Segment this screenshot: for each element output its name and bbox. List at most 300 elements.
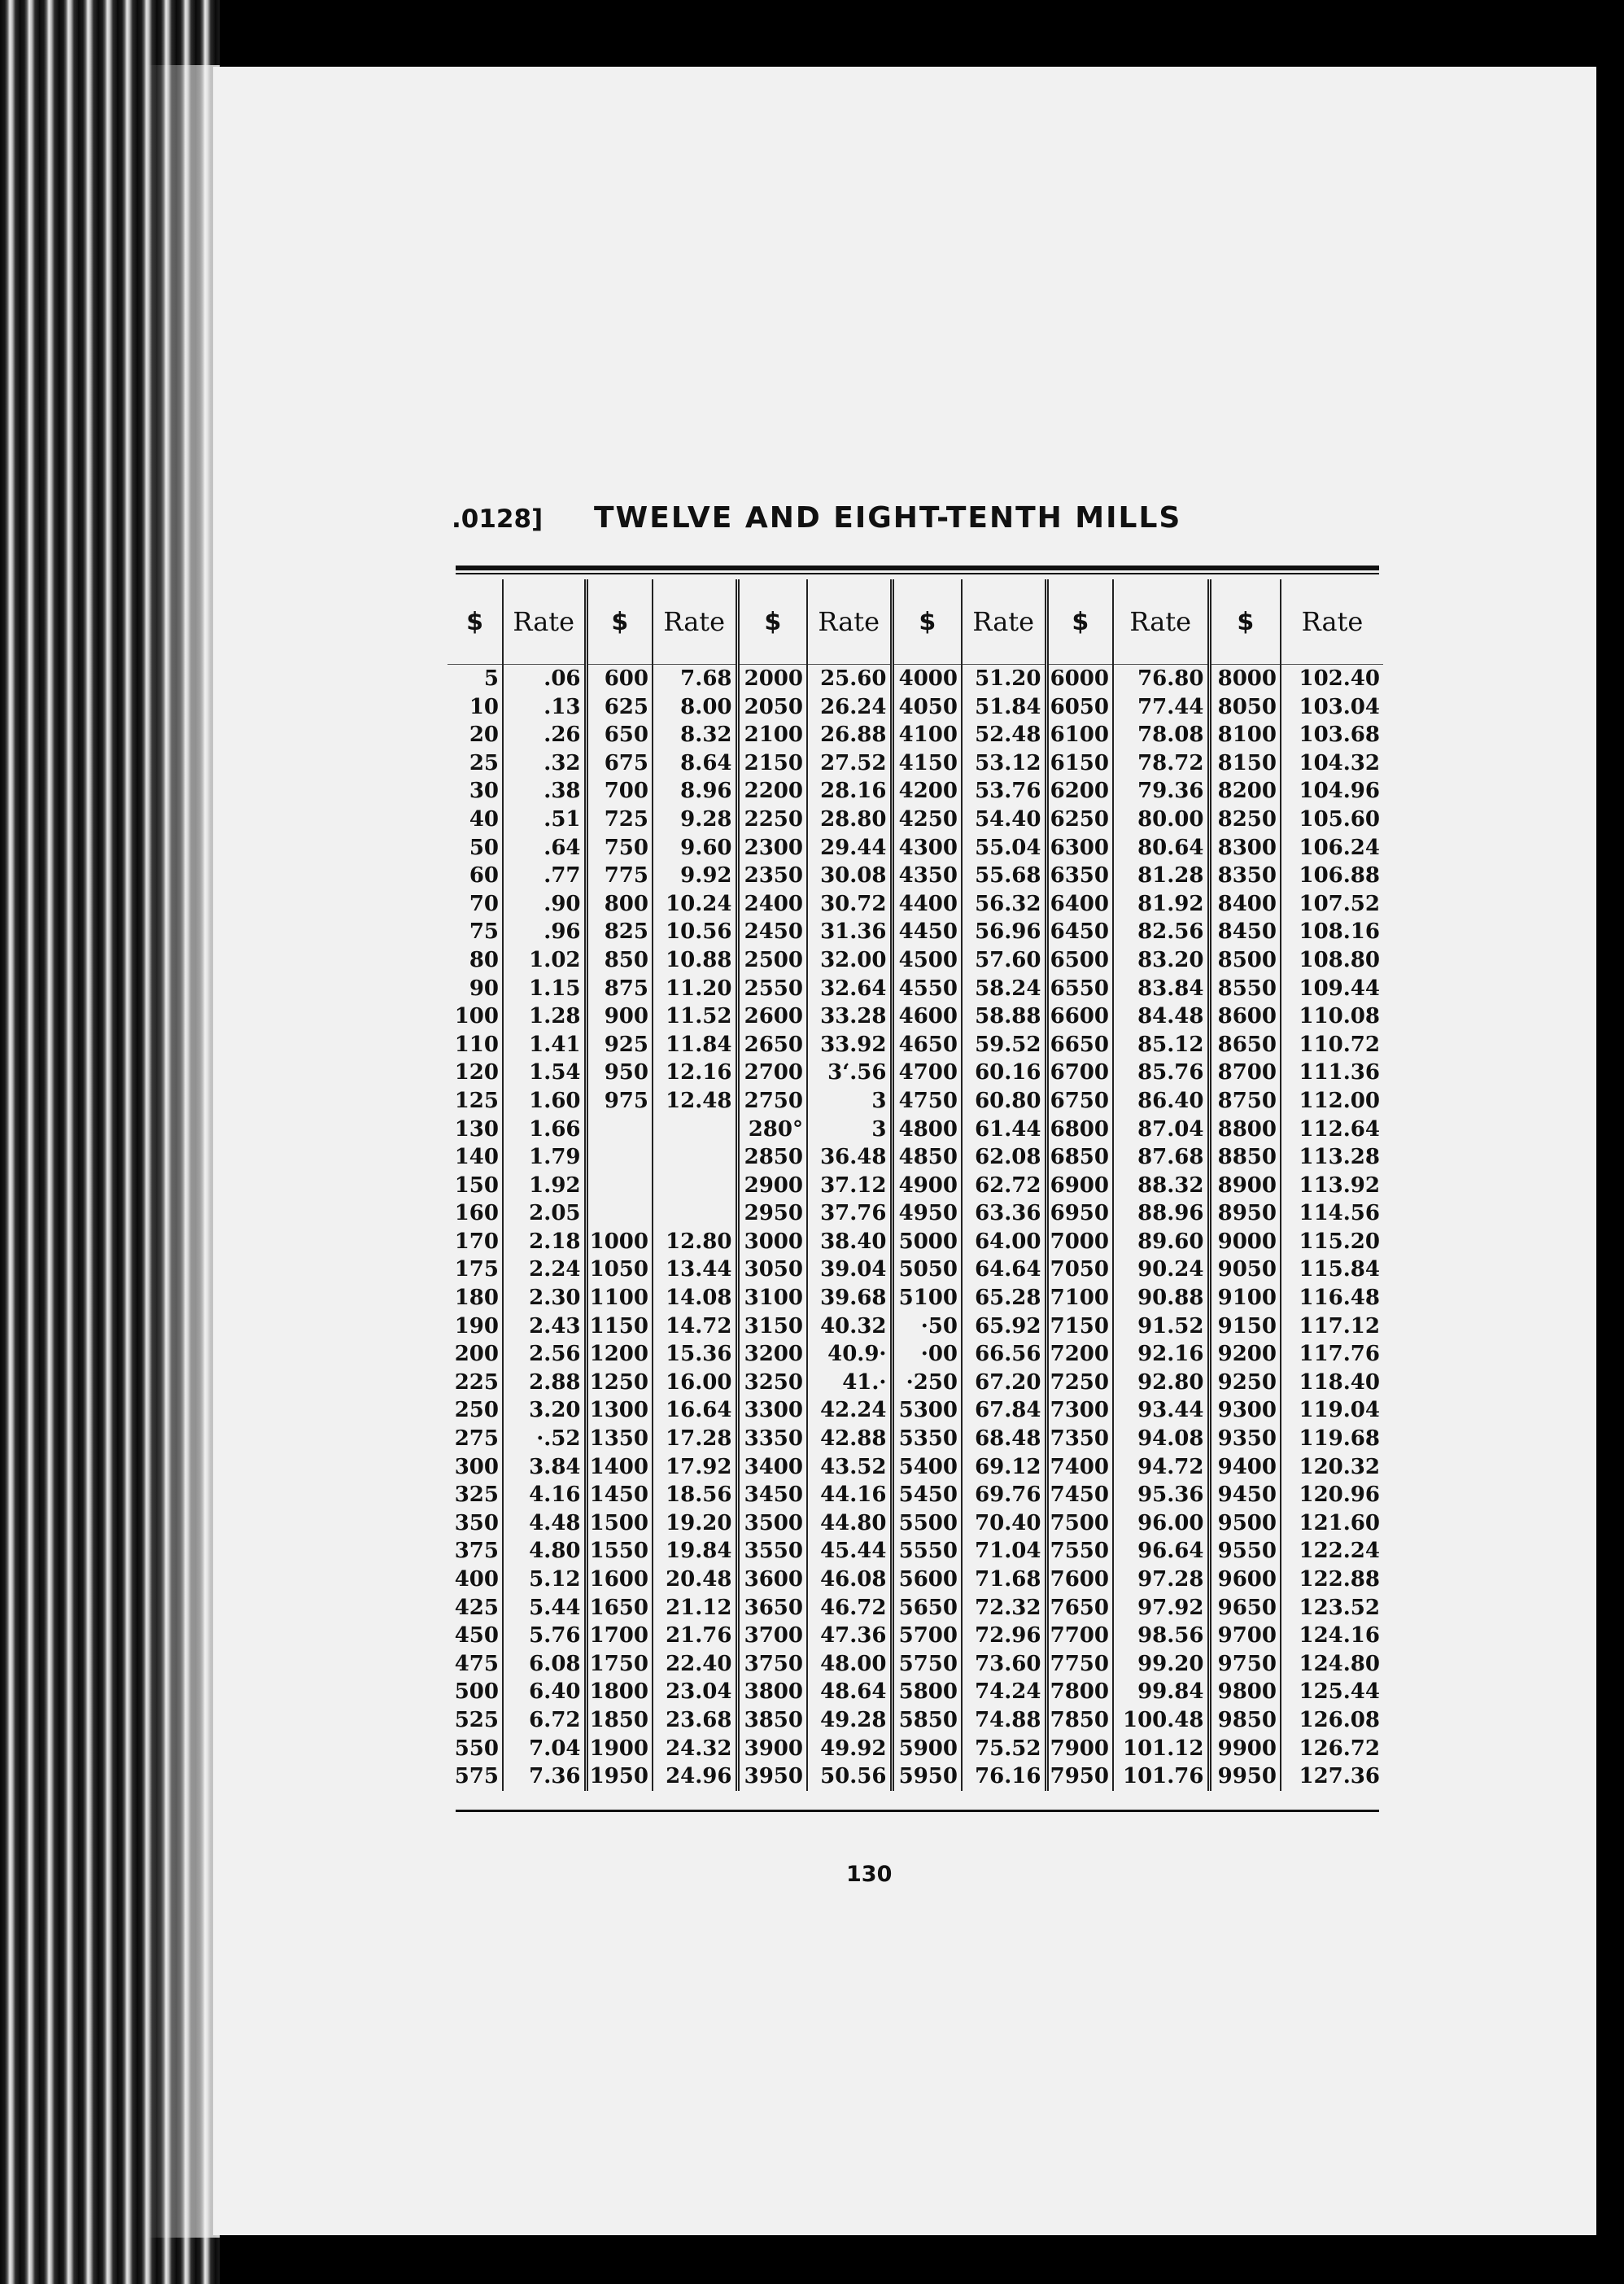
dollar-amount-cell: 6600 — [1046, 1002, 1113, 1031]
rate-column-header: Rate — [962, 579, 1046, 665]
dollar-amount-cell: 4350 — [892, 862, 962, 890]
dollar-amount-cell: 2050 — [737, 693, 807, 722]
dollar-amount-cell: 350 — [447, 1509, 503, 1538]
dollar-amount-cell: 5450 — [892, 1481, 962, 1509]
rate-value-cell: 18.56 — [653, 1481, 737, 1509]
table-row — [447, 1172, 1383, 1200]
dollar-amount-cell: 6400 — [1046, 890, 1113, 919]
dollar-amount-cell: 775 — [586, 862, 653, 890]
rate-value-cell: .38 — [503, 777, 586, 806]
rate-value-cell: 81.28 — [1113, 862, 1209, 890]
rate-value-cell: 108.16 — [1299, 919, 1380, 945]
rate-value-cell: 63.36 — [962, 1199, 1046, 1228]
rate-value-cell — [653, 1199, 737, 1228]
dollar-amount-cell: 3100 — [737, 1284, 807, 1312]
dollar-amount-cell: 5600 — [892, 1566, 962, 1594]
dollar-amount-cell: 4750 — [892, 1087, 962, 1116]
dollar-amount-cell: 9600 — [1209, 1566, 1281, 1594]
dollar-amount-cell: 5000 — [892, 1228, 962, 1256]
dollar-amount-cell: 8000 — [1209, 665, 1281, 693]
rate-value-cell: 49.92 — [807, 1735, 892, 1763]
dollar-amount-cell: 3650 — [737, 1594, 807, 1622]
rate-value-cell: 104.96 — [1299, 779, 1380, 804]
dollar-amount-cell: 900 — [586, 1002, 653, 1031]
dollar-amount-cell: 2550 — [737, 975, 807, 1003]
dollar-amount-cell: 9700 — [1209, 1622, 1281, 1650]
dollar-amount-cell: 6300 — [1046, 834, 1113, 863]
rate-value-cell — [653, 1116, 737, 1144]
dollar-amount-cell: 4100 — [892, 721, 962, 749]
table-row — [447, 665, 1383, 693]
rate-value-cell: 57.60 — [962, 946, 1046, 975]
dollar-amount-cell: 1300 — [586, 1396, 653, 1425]
dollar-column-header: $ — [892, 579, 962, 665]
rate-value-cell: 31.36 — [807, 918, 892, 946]
rate-value-cell: 46.72 — [807, 1594, 892, 1622]
rate-value-cell: 3.20 — [503, 1396, 586, 1425]
rate-value-cell: .51 — [503, 806, 586, 834]
dollar-amount-cell: 8950 — [1209, 1199, 1281, 1228]
rate-value-cell: 1.02 — [503, 946, 586, 975]
rate-value-cell: 10.88 — [653, 946, 737, 975]
dollar-amount-cell: 6900 — [1046, 1172, 1113, 1200]
dollar-amount-cell: 1400 — [586, 1453, 653, 1482]
dollar-amount-cell: 6050 — [1046, 693, 1113, 722]
rate-value-cell: 116.48 — [1299, 1286, 1380, 1311]
rate-value-cell: 39.04 — [807, 1256, 892, 1284]
rate-value-cell: 80.64 — [1113, 834, 1209, 863]
rate-value-cell: 95.36 — [1113, 1481, 1209, 1509]
rate-value-cell: .64 — [503, 834, 586, 863]
dollar-amount-cell: 7950 — [1046, 1762, 1113, 1791]
rate-value-cell: 90.88 — [1113, 1284, 1209, 1312]
table-row — [447, 806, 1383, 834]
rate-value-cell: 12.48 — [653, 1087, 737, 1116]
dollar-amount-cell: 3900 — [737, 1735, 807, 1763]
dollar-amount-cell: 1650 — [586, 1594, 653, 1622]
dollar-amount-cell: 6700 — [1046, 1059, 1113, 1087]
dollar-amount-cell: 8350 — [1209, 862, 1281, 890]
dollar-amount-cell: 3200 — [737, 1340, 807, 1369]
dollar-amount-cell: 8900 — [1209, 1172, 1281, 1200]
table-row — [447, 721, 1383, 749]
dollar-amount-cell: 5700 — [892, 1622, 962, 1650]
dollar-amount-cell: 5900 — [892, 1735, 962, 1763]
dollar-amount-cell: 75 — [447, 918, 503, 946]
rate-value-cell: 47.36 — [807, 1622, 892, 1650]
rate-value-cell: 2.56 — [503, 1340, 586, 1369]
dollar-amount-cell: 6950 — [1046, 1199, 1113, 1228]
dollar-amount-cell: 6000 — [1046, 665, 1113, 693]
dollar-amount-cell: 375 — [447, 1537, 503, 1566]
table-row — [447, 693, 1383, 722]
rate-value-cell: 112.00 — [1299, 1088, 1380, 1113]
dollar-amount-cell: 300 — [447, 1453, 503, 1482]
rate-value-cell: 9.60 — [653, 834, 737, 863]
dollar-amount-cell: 30 — [447, 777, 503, 806]
dollar-amount-cell: 400 — [447, 1566, 503, 1594]
rate-value-cell: 50.56 — [807, 1762, 892, 1791]
dollar-amount-cell: 3000 — [737, 1228, 807, 1256]
dollar-amount-cell: 190 — [447, 1312, 503, 1341]
dollar-amount-cell: 20 — [447, 721, 503, 749]
rate-value-cell: 6.40 — [503, 1678, 586, 1706]
dollar-amount-cell: 825 — [586, 918, 653, 946]
dollar-amount-cell: 8500 — [1209, 946, 1281, 975]
dollar-amount-cell: 5650 — [892, 1594, 962, 1622]
dollar-amount-cell: 725 — [586, 806, 653, 834]
dollar-amount-cell: 8050 — [1209, 693, 1281, 722]
dollar-amount-cell: 6850 — [1046, 1143, 1113, 1172]
rate-value-cell: 87.04 — [1113, 1116, 1209, 1144]
dollar-amount-cell: 7700 — [1046, 1622, 1113, 1650]
dollar-amount-cell: 6800 — [1046, 1116, 1113, 1144]
dollar-amount-cell: 500 — [447, 1678, 503, 1706]
dollar-amount-cell: 9450 — [1209, 1481, 1281, 1509]
rate-value-cell: 72.96 — [962, 1622, 1046, 1650]
dollar-amount-cell: 1150 — [586, 1312, 653, 1341]
dollar-column-header: $ — [447, 579, 503, 665]
rate-value-cell: 86.40 — [1113, 1087, 1209, 1116]
rate-value-cell: 7.36 — [503, 1762, 586, 1791]
dollar-amount-cell: 600 — [586, 665, 653, 693]
table-row — [447, 834, 1383, 863]
rate-value-cell: 3.84 — [503, 1453, 586, 1482]
rate-value-cell: 19.84 — [653, 1537, 737, 1566]
dollar-amount-cell: 50 — [447, 834, 503, 863]
dollar-amount-cell: 7400 — [1046, 1453, 1113, 1482]
dollar-amount-cell: 8850 — [1209, 1143, 1281, 1172]
dollar-amount-cell: 2200 — [737, 777, 807, 806]
rate-value-cell: 14.08 — [653, 1284, 737, 1312]
dollar-amount-cell — [586, 1143, 653, 1172]
dollar-amount-cell: 3450 — [737, 1481, 807, 1509]
rate-value-cell: 11.52 — [653, 1002, 737, 1031]
dollar-amount-cell: 6100 — [1046, 721, 1113, 749]
rate-value-cell: 5.12 — [503, 1566, 586, 1594]
table-row — [447, 1650, 1383, 1679]
rate-value-cell: 2.88 — [503, 1369, 586, 1397]
dollar-column-header: $ — [1046, 579, 1113, 665]
rate-value-cell: 102.40 — [1299, 666, 1380, 691]
rate-value-cell: 110.08 — [1299, 1004, 1380, 1029]
dollar-amount-cell: 60 — [447, 862, 503, 890]
rate-value-cell: 124.80 — [1299, 1651, 1380, 1676]
rate-value-cell: 119.04 — [1299, 1398, 1380, 1423]
rate-value-cell: 64.00 — [962, 1228, 1046, 1256]
rate-value-cell: 98.56 — [1113, 1622, 1209, 1650]
dollar-amount-cell: 8100 — [1209, 721, 1281, 749]
rate-value-cell: 12.80 — [653, 1228, 737, 1256]
rate-value-cell: .96 — [503, 918, 586, 946]
rate-value-cell: 85.76 — [1113, 1059, 1209, 1087]
table-row — [447, 1031, 1383, 1059]
dollar-amount-cell: 180 — [447, 1284, 503, 1312]
rate-value-cell: 69.12 — [962, 1453, 1046, 1482]
dollar-amount-cell: 7550 — [1046, 1537, 1113, 1566]
dollar-amount-cell: 8650 — [1209, 1031, 1281, 1059]
rate-value-cell: 28.16 — [807, 777, 892, 806]
dollar-amount-cell: 2700 — [737, 1059, 807, 1087]
rate-value-cell: 7.68 — [653, 665, 737, 693]
dollar-amount-cell: 9200 — [1209, 1340, 1281, 1369]
dollar-amount-cell: 2650 — [737, 1031, 807, 1059]
rate-value-cell: 115.20 — [1299, 1229, 1380, 1254]
rate-value-cell: 77.44 — [1113, 693, 1209, 722]
rate-value-cell: 26.88 — [807, 721, 892, 749]
dollar-amount-cell: 1250 — [586, 1369, 653, 1397]
dollar-amount-cell: 2750 — [737, 1087, 807, 1116]
dollar-amount-cell: 5100 — [892, 1284, 962, 1312]
rate-value-cell: 9.92 — [653, 862, 737, 890]
dollar-amount-cell: 475 — [447, 1650, 503, 1679]
rate-value-cell: 71.68 — [962, 1566, 1046, 1594]
table-row — [447, 946, 1383, 975]
dollar-amount-cell: 975 — [586, 1087, 653, 1116]
table-row — [447, 1087, 1383, 1116]
dollar-amount-cell: 7650 — [1046, 1594, 1113, 1622]
dollar-amount-cell: 70 — [447, 890, 503, 919]
rate-value-cell: 88.96 — [1113, 1199, 1209, 1228]
dollar-amount-cell: 9500 — [1209, 1509, 1281, 1538]
rate-value-cell: 2.18 — [503, 1228, 586, 1256]
rate-value-cell: 22.40 — [653, 1650, 737, 1679]
rate-value-cell: .26 — [503, 721, 586, 749]
dollar-amount-cell: 9000 — [1209, 1228, 1281, 1256]
rate-value-cell: 1.41 — [503, 1031, 586, 1059]
dollar-amount-cell: ·00 — [892, 1340, 962, 1369]
rate-value-cell: 101.76 — [1113, 1762, 1209, 1791]
rate-value-cell: 114.56 — [1299, 1201, 1380, 1226]
rate-value-cell: 21.12 — [653, 1594, 737, 1622]
dollar-amount-cell: 450 — [447, 1622, 503, 1650]
dollar-amount-cell: 2850 — [737, 1143, 807, 1172]
dollar-amount-cell: 525 — [447, 1706, 503, 1735]
rate-value-cell: 94.72 — [1113, 1453, 1209, 1482]
dollar-amount-cell: 3950 — [737, 1762, 807, 1791]
dollar-amount-cell: 3850 — [737, 1706, 807, 1735]
header-double-rule — [456, 566, 1379, 574]
rate-value-cell: 44.80 — [807, 1509, 892, 1538]
dollar-amount-cell: 4000 — [892, 665, 962, 693]
rate-value-cell: 21.76 — [653, 1622, 737, 1650]
dollar-amount-cell: 120 — [447, 1059, 503, 1087]
dollar-amount-cell: 9550 — [1209, 1537, 1281, 1566]
table-row — [447, 1284, 1383, 1312]
rate-table-body — [447, 665, 1383, 1791]
table-row — [447, 1481, 1383, 1509]
rate-value-cell: .13 — [503, 693, 586, 722]
rate-value-cell: 65.28 — [962, 1284, 1046, 1312]
dollar-amount-cell — [586, 1199, 653, 1228]
dollar-amount-cell: 9850 — [1209, 1706, 1281, 1735]
rate-value-cell: 68.48 — [962, 1425, 1046, 1453]
rate-value-cell: 87.68 — [1113, 1143, 1209, 1172]
dollar-amount-cell: 160 — [447, 1199, 503, 1228]
dollar-amount-cell: 1550 — [586, 1537, 653, 1566]
dollar-amount-cell: 875 — [586, 975, 653, 1003]
rate-value-cell: 90.24 — [1113, 1256, 1209, 1284]
dollar-amount-cell: 325 — [447, 1481, 503, 1509]
rate-column-header: Rate — [653, 579, 737, 665]
dollar-amount-cell: 3600 — [737, 1566, 807, 1594]
rate-value-cell: 25.60 — [807, 665, 892, 693]
rate-value-cell: 76.16 — [962, 1762, 1046, 1791]
rate-value-cell: 56.32 — [962, 890, 1046, 919]
dollar-amount-cell: 9400 — [1209, 1453, 1281, 1482]
rate-value-cell: 5.44 — [503, 1594, 586, 1622]
rate-value-cell: 97.28 — [1113, 1566, 1209, 1594]
rate-value-cell: 19.20 — [653, 1509, 737, 1538]
rate-value-cell: 115.84 — [1299, 1257, 1380, 1282]
rate-value-cell: 78.72 — [1113, 749, 1209, 778]
rate-value-cell: 126.08 — [1299, 1707, 1380, 1732]
dollar-amount-cell: 6550 — [1046, 975, 1113, 1003]
rate-value-cell: 3 — [807, 1087, 892, 1116]
dollar-amount-cell: 8700 — [1209, 1059, 1281, 1087]
rate-value-cell: 3 — [807, 1116, 892, 1144]
rate-value-cell: 62.72 — [962, 1172, 1046, 1200]
rate-value-cell: 49.28 — [807, 1706, 892, 1735]
dollar-amount-cell: 150 — [447, 1172, 503, 1200]
rate-value-cell: 106.24 — [1299, 835, 1380, 860]
dollar-amount-cell: 3700 — [737, 1622, 807, 1650]
dollar-amount-cell: 2000 — [737, 665, 807, 693]
dollar-amount-cell: 4300 — [892, 834, 962, 863]
rate-value-cell: 6.08 — [503, 1650, 586, 1679]
dollar-amount-cell: 275 — [447, 1425, 503, 1453]
dollar-amount-cell: 40 — [447, 806, 503, 834]
rate-value-cell: 69.76 — [962, 1481, 1046, 1509]
table-row — [447, 1453, 1383, 1482]
dollar-amount-cell: 2500 — [737, 946, 807, 975]
table-header-row — [447, 579, 1383, 665]
rate-value-cell: 10.56 — [653, 918, 737, 946]
dollar-amount-cell: 8800 — [1209, 1116, 1281, 1144]
rate-value-cell: 40.32 — [807, 1312, 892, 1341]
dollar-amount-cell: 4950 — [892, 1199, 962, 1228]
rate-value-cell: 58.24 — [962, 975, 1046, 1003]
rate-value-cell: 26.24 — [807, 693, 892, 722]
rate-value-cell: 117.12 — [1299, 1313, 1380, 1339]
dollar-amount-cell: 80 — [447, 946, 503, 975]
rate-value-cell: 81.92 — [1113, 890, 1209, 919]
rate-value-cell: 124.16 — [1299, 1623, 1380, 1649]
dollar-amount-cell: 170 — [447, 1228, 503, 1256]
rate-value-cell: 58.88 — [962, 1002, 1046, 1031]
rate-value-cell: 75.52 — [962, 1735, 1046, 1763]
dollar-amount-cell: 3800 — [737, 1678, 807, 1706]
dollar-amount-cell: 1600 — [586, 1566, 653, 1594]
dollar-amount-cell: 9050 — [1209, 1256, 1281, 1284]
dollar-amount-cell: 6500 — [1046, 946, 1113, 975]
dollar-column-header: $ — [1209, 579, 1281, 665]
dollar-amount-cell: 1950 — [586, 1762, 653, 1791]
rate-value-cell: 122.88 — [1299, 1567, 1380, 1592]
dollar-amount-cell: 175 — [447, 1256, 503, 1284]
rate-value-cell — [653, 1172, 737, 1200]
rate-value-cell: 59.52 — [962, 1031, 1046, 1059]
dollar-amount-cell: 425 — [447, 1594, 503, 1622]
table-row — [447, 1537, 1383, 1566]
rate-value-cell: 48.00 — [807, 1650, 892, 1679]
dollar-amount-cell: 9300 — [1209, 1396, 1281, 1425]
rate-value-cell: 4.16 — [503, 1481, 586, 1509]
rate-value-cell: 8.96 — [653, 777, 737, 806]
dollar-amount-cell: 7900 — [1046, 1735, 1113, 1763]
dollar-amount-cell: 3750 — [737, 1650, 807, 1679]
dollar-amount-cell: 6750 — [1046, 1087, 1113, 1116]
rate-value-cell: .32 — [503, 749, 586, 778]
rate-value-cell: 5.76 — [503, 1622, 586, 1650]
rate-value-cell: 4.48 — [503, 1509, 586, 1538]
dollar-amount-cell: 800 — [586, 890, 653, 919]
rate-value-cell: 2.24 — [503, 1256, 586, 1284]
rate-value-cell: 30.72 — [807, 890, 892, 919]
dollar-amount-cell: 4250 — [892, 806, 962, 834]
rate-value-cell: 16.00 — [653, 1369, 737, 1397]
dollar-amount-cell: 4850 — [892, 1143, 962, 1172]
dollar-amount-cell: 650 — [586, 721, 653, 749]
rate-value-cell: 118.40 — [1299, 1369, 1380, 1395]
dollar-amount-cell: 675 — [586, 749, 653, 778]
rate-value-cell: 17.28 — [653, 1425, 737, 1453]
rate-column-header: Rate — [1113, 579, 1209, 665]
rate-value-cell: 76.80 — [1113, 665, 1209, 693]
rate-value-cell: 10.24 — [653, 890, 737, 919]
rate-value-cell: 27.52 — [807, 749, 892, 778]
rate-value-cell — [653, 1143, 737, 1172]
rate-value-cell: 8.32 — [653, 721, 737, 749]
rate-value-cell: 37.76 — [807, 1199, 892, 1228]
rate-value-cell: 28.80 — [807, 806, 892, 834]
rate-value-cell: 99.84 — [1113, 1678, 1209, 1706]
dollar-amount-cell: 2600 — [737, 1002, 807, 1031]
dollar-amount-cell: 575 — [447, 1762, 503, 1791]
dollar-amount-cell: 750 — [586, 834, 653, 863]
rate-value-cell: ·.52 — [503, 1425, 586, 1453]
rate-value-cell: 20.48 — [653, 1566, 737, 1594]
dollar-amount-cell: 1500 — [586, 1509, 653, 1538]
table-row — [447, 777, 1383, 806]
dollar-amount-cell: 7500 — [1046, 1509, 1113, 1538]
dollar-amount-cell: 7100 — [1046, 1284, 1113, 1312]
dollar-amount-cell: 4550 — [892, 975, 962, 1003]
rate-value-cell: 1.28 — [503, 1002, 586, 1031]
dollar-amount-cell: 2300 — [737, 834, 807, 863]
dollar-amount-cell: 2950 — [737, 1199, 807, 1228]
page-header — [452, 501, 1379, 545]
rate-value-cell: 53.76 — [962, 777, 1046, 806]
dollar-amount-cell: 9650 — [1209, 1594, 1281, 1622]
dollar-amount-cell: 6450 — [1046, 918, 1113, 946]
rate-value-cell: 110.72 — [1299, 1032, 1380, 1057]
rate-value-cell: 56.96 — [962, 918, 1046, 946]
rate-value-cell: 89.60 — [1113, 1228, 1209, 1256]
rate-value-cell: 11.84 — [653, 1031, 737, 1059]
dollar-amount-cell: 6150 — [1046, 749, 1113, 778]
dollar-amount-cell: 1050 — [586, 1256, 653, 1284]
page-title: TWELVE AND EIGHT-TENTH MILLS — [594, 501, 1182, 535]
dollar-amount-cell: 4600 — [892, 1002, 962, 1031]
rate-value-cell: 104.32 — [1299, 750, 1380, 775]
rate-value-cell: 113.92 — [1299, 1173, 1380, 1198]
rate-value-cell: 121.60 — [1299, 1510, 1380, 1535]
rate-value-cell: 101.12 — [1113, 1735, 1209, 1763]
rate-value-cell: 12.16 — [653, 1059, 737, 1087]
rate-value-cell: 46.08 — [807, 1566, 892, 1594]
rate-value-cell: 105.60 — [1299, 806, 1380, 832]
